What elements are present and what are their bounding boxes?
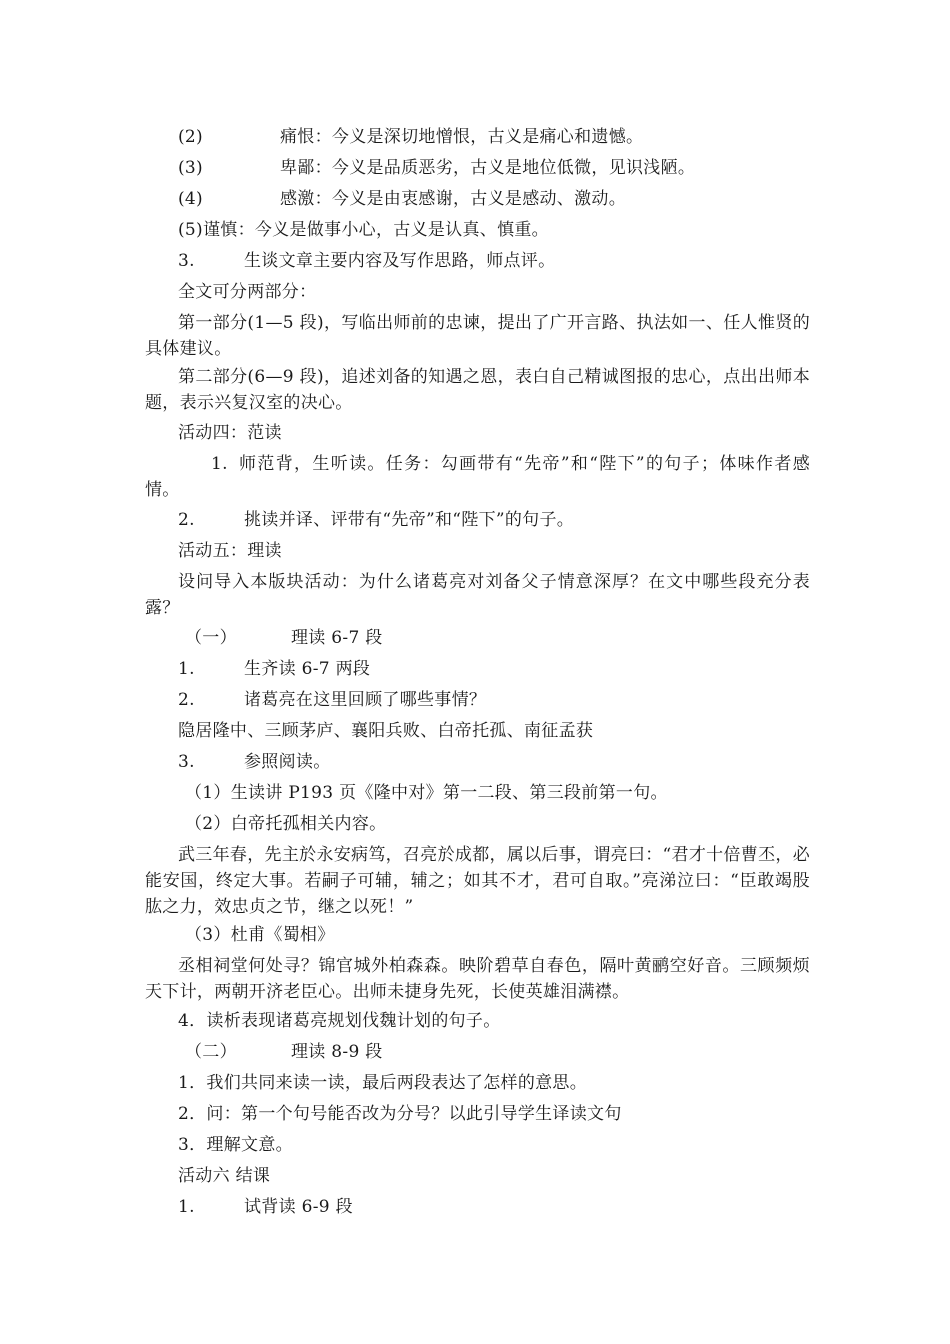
item-number: (4): [178, 189, 203, 209]
paragraph-baidi-quote: 武三年春，先主於永安病笃，召亮於成都，属以后事，谓亮曰：“君才十倍曹丕，必能安国，终定大事。若嗣子可辅，辅之；如其不才，君可自取。”亮涕泣曰：“臣敢竭股肱之力，效忠贞之节，继之以死！”: [145, 845, 810, 917]
line-reference-1: （1）生读讲 P193 页《隆中对》第一二段、第三段前第一句。: [185, 783, 668, 803]
item-text: 生齐读 6-7 两段: [244, 659, 371, 679]
line-vocab-4: [178, 186, 810, 212]
subheading-part-one: [185, 625, 817, 651]
line-vocab-2: [178, 124, 810, 150]
item-number: 3.: [178, 752, 195, 772]
line-closing-1: [178, 1194, 810, 1220]
item-number: （一）: [185, 628, 237, 648]
line-read-2: [178, 687, 810, 713]
paragraph-poem: 丞相祠堂何处寻？锦官城外柏森森。映阶碧草自春色，隔叶黄鹂空好音。三顾频烦天下计，两朝开济老臣心。出师未捷身先死，长使英雄泪满襟。: [145, 956, 810, 1002]
line-read-4: 4．读析表现诸葛亮规划伐魏计划的句子。: [178, 1011, 501, 1031]
line-vocab-3: [178, 155, 810, 181]
item-text: 感激：今义是由衷感谢，古义是感动、激动。: [280, 189, 626, 209]
paragraph-part-one: 第一部分(1—5 段)，写临出师前的忠谏，提出了广开言路、执法如一、任人惟贤的具体建议。: [145, 313, 810, 359]
line-read-3: [178, 749, 810, 775]
item-text: 挑读并译、评带有“先帝”和“陛下”的句子。: [244, 510, 575, 530]
line-part-two-2: 2．问：第一个句号能否改为分号？以此引导学生译读文句: [178, 1104, 622, 1124]
line-part-two-3: 3．理解文意。: [178, 1135, 293, 1155]
line-reference-3: （3）杜甫《蜀相》: [185, 925, 335, 945]
line-reference-2: （2）白帝托孤相关内容。: [185, 814, 387, 834]
heading-activity-five: 活动五：理读: [178, 541, 282, 561]
item-number: 2.: [178, 510, 195, 530]
paragraph-part-two: 第二部分(6—9 段)，追述刘备的知遇之恩，表白自己精诚图报的忠心，点出出师本题，表示兴复汉室的决心。: [145, 367, 810, 413]
item-text: 卑鄙：今义是品质恶劣，古义是地位低微，见识浅陋。: [280, 158, 696, 178]
item-number: （二）: [185, 1042, 237, 1062]
item-text: 理读 6-7 段: [291, 628, 383, 648]
paragraph-activity-four-1: [145, 451, 810, 503]
line-activity-four-2: [178, 507, 810, 533]
item-number: 1.: [178, 1197, 195, 1217]
item-text: 试背读 6-9 段: [244, 1197, 353, 1217]
item-number: 2.: [178, 690, 195, 710]
item-number: 1.: [211, 454, 228, 474]
line-part-two-1: 1．我们共同来读一读，最后两段表达了怎样的意思。: [178, 1073, 588, 1093]
paragraph-question: 设问导入本版块活动：为什么诸葛亮对刘备父子情意深厚？在文中哪些段充分表露？: [145, 572, 810, 618]
item-text: 诸葛亮在这里回顾了哪些事情？: [244, 690, 487, 710]
heading-activity-six: 活动六 结课: [178, 1166, 271, 1186]
heading-activity-four: 活动四：范读: [178, 423, 282, 443]
item-text: 理读 8-9 段: [291, 1042, 383, 1062]
line-events: 隐居隆中、三顾茅庐、襄阳兵败、白帝托孤、南征孟获: [178, 721, 594, 741]
line-vocab-5: (5)谨慎：今义是做事小心，古义是认真、慎重。: [178, 220, 549, 240]
line-structure-intro: 全文可分两部分：: [178, 282, 317, 302]
line-read-1: [178, 656, 810, 682]
item-text: 痛恨：今义是深切地憎恨，古义是痛心和遗憾。: [280, 127, 644, 147]
subheading-part-two: [185, 1039, 817, 1065]
item-number: (2): [178, 127, 203, 147]
item-text: 生谈文章主要内容及写作思路，师点评。: [244, 251, 556, 271]
item-text: 参照阅读。: [244, 752, 331, 772]
item-number: 1.: [178, 659, 195, 679]
item-number: (3): [178, 158, 203, 178]
item-number: 3.: [178, 251, 195, 271]
line-step-3: [178, 248, 810, 274]
item-text: 师范背，生听读。任务：勾画带有“先帝”和“陛下”的句子；体味作者感情。: [145, 454, 810, 500]
